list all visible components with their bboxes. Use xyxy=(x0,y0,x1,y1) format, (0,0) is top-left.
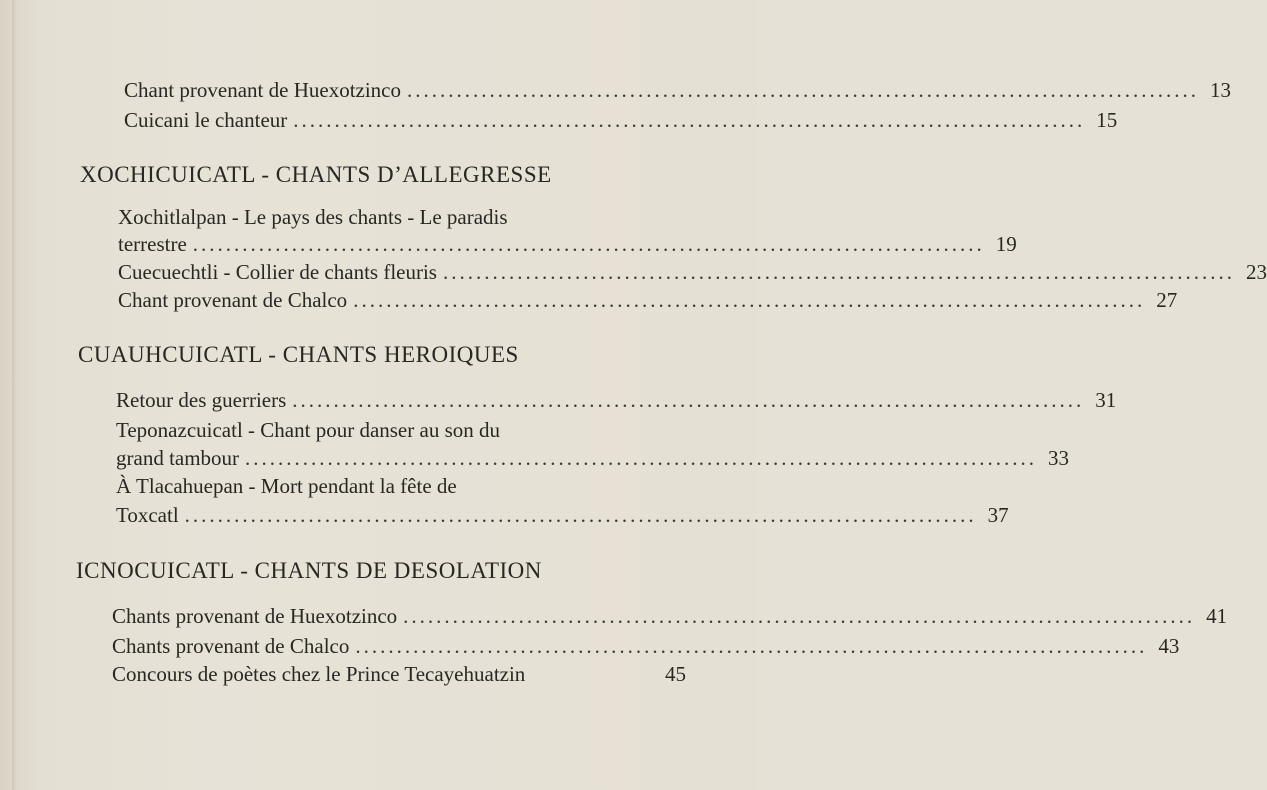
toc-entry xyxy=(112,662,686,687)
entry-title-line1: Teponazcuicatl - Chant pour danser au son du xyxy=(116,418,500,442)
dot-leader: ................................................................................................ xyxy=(403,604,1196,628)
entry-page-number: 13 xyxy=(1210,78,1231,102)
dot-leader: ................................................................................................ xyxy=(292,388,1085,412)
entry-title-line1: Xochitlalpan - Le pays des chants - Le paradis xyxy=(118,205,508,229)
toc-entry xyxy=(116,446,1070,471)
section-heading: ICNOCUICATL - CHANTS DE DESOLATION xyxy=(76,558,542,583)
entry-page-number: 27 xyxy=(1156,288,1178,312)
entry-page-number: 31 xyxy=(1095,388,1117,412)
dot-leader: ................................................................................................ xyxy=(442,260,1235,284)
toc-entry xyxy=(118,288,1178,313)
toc-entry xyxy=(116,503,1009,528)
toc-entry xyxy=(112,604,1228,629)
section-heading: XOCHICUICATL - CHANTS D’ALLEGRESSE xyxy=(80,162,552,187)
toc-entry-line1 xyxy=(116,418,636,443)
entry-title: Chant provenant de Chalco xyxy=(118,288,348,312)
entry-page-number: 33 xyxy=(1048,446,1070,470)
toc-entry xyxy=(124,78,1231,103)
toc-entry xyxy=(112,634,1180,659)
entry-page-number: 15 xyxy=(1096,108,1118,132)
toc-entry xyxy=(116,388,1117,413)
entry-title: Chant provenant de Huexotzinco xyxy=(124,78,401,102)
entry-title: terrestre xyxy=(118,232,187,256)
dot-leader: ................................................................................................ xyxy=(355,634,1148,658)
entry-page-number: 37 xyxy=(987,503,1009,527)
entry-title: Retour des guerriers xyxy=(116,388,287,412)
dot-leader: ................................................................................................ xyxy=(192,232,985,256)
entry-title: Cuicani le chanteur xyxy=(124,108,288,132)
dot-leader: ................................................................................................ xyxy=(245,446,1038,470)
dot-leader: ................................................................................................ xyxy=(353,288,1146,312)
dot-leader: ................................................................................................ xyxy=(407,78,1199,102)
toc-entry-line1 xyxy=(116,474,636,499)
entry-page-number: 41 xyxy=(1206,604,1228,628)
entry-title: Chants provenant de Huexotzinco xyxy=(112,604,398,628)
dot-leader: ................................................................................................ xyxy=(293,108,1086,132)
toc-entry xyxy=(124,108,1118,133)
entry-page-number: 45 xyxy=(665,662,686,686)
entry-title: Chants provenant de Chalco xyxy=(112,634,350,658)
section-heading: CUAUHCUICATL - CHANTS HEROIQUES xyxy=(78,342,519,367)
entry-title: Toxcatl xyxy=(116,503,179,527)
entry-title: Cuecuechtli - Collier de chants fleuris xyxy=(118,260,437,284)
entry-title: Concours de poètes chez le Prince Tecayehuatzin xyxy=(112,662,526,686)
toc-entry xyxy=(118,260,1267,285)
entry-page-number: 23 xyxy=(1245,260,1267,284)
dot-leader: ................................................................................................ xyxy=(184,503,977,527)
entry-page-number: 19 xyxy=(995,232,1017,256)
toc-entry-line1 xyxy=(118,205,632,230)
entry-title: grand tambour xyxy=(116,446,240,470)
entry-page-number: 43 xyxy=(1158,634,1180,658)
entry-title-line1: À Tlacahuepan - Mort pendant la fête de xyxy=(116,474,457,498)
toc-entry xyxy=(118,232,1017,257)
